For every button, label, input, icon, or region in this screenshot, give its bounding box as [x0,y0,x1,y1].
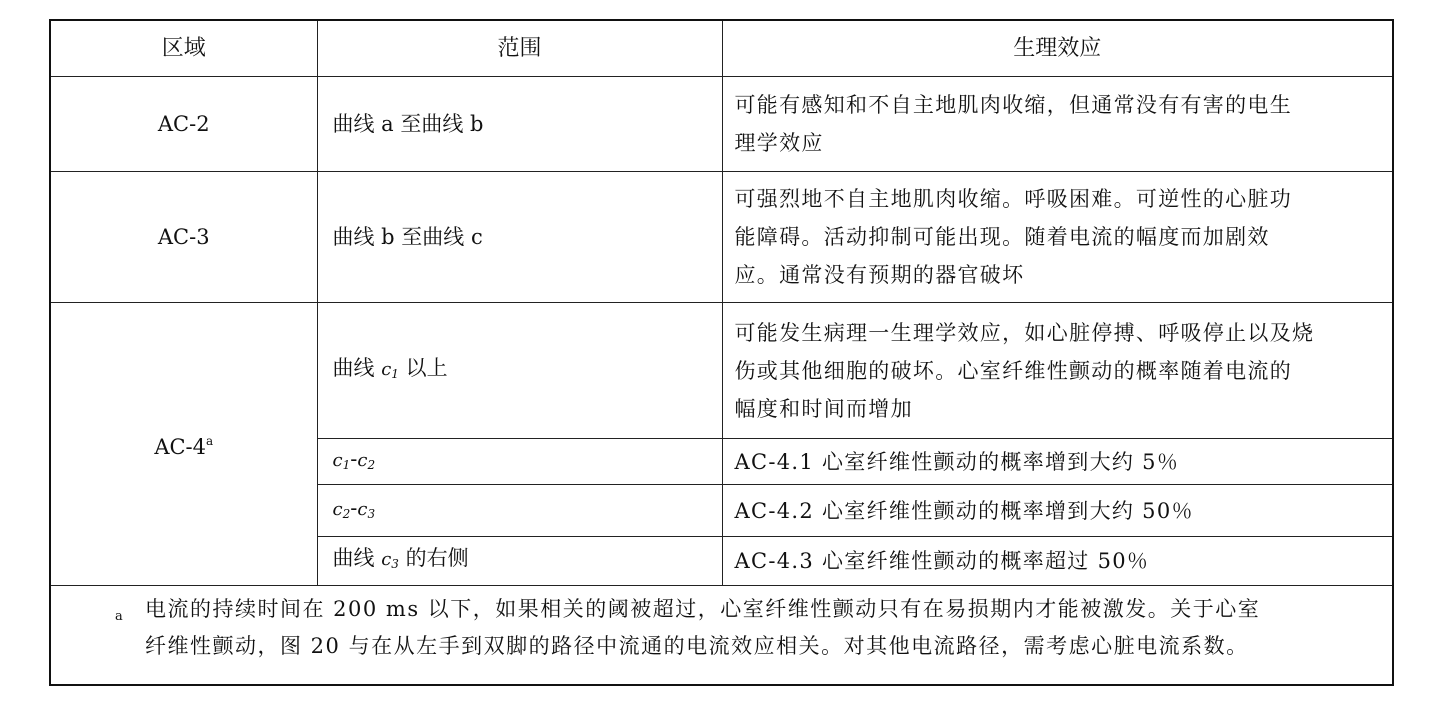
footnote-mark: a [115,609,125,624]
range-subscript: 2 [342,506,351,521]
zone-cell-ac4 [51,303,317,586]
range-subscript: 1 [391,366,399,381]
effect-cell [722,303,1392,439]
effect-line: 理学效应 [734,131,824,155]
range-prefix: 曲线 [332,546,382,570]
table-row [51,77,1392,172]
range-suffix: 的右侧 [398,546,469,570]
zone-label: AC-4 [154,435,207,459]
zone-cell: AC-2 [51,77,317,172]
range-cell [317,303,722,439]
footnote-cell [51,586,1392,672]
range-variable: c [381,358,392,380]
range-subscript: 1 [342,457,351,472]
header-range: 范围 [317,21,722,77]
effect-cell [722,77,1392,172]
effect-line: 伤或其他细胞的破坏。心室纤维性颤动的概率随着电流的 [734,358,1292,383]
footnote-line: 纤维性颤动，图 20 与在从左手到双脚的路径中流通的电流效应相关。对其他电流路径，需考虑心脏电流系数。 [145,634,1249,658]
range-prefix: 曲线 [332,355,382,380]
footnote-row [51,586,1392,672]
range-subscript: 3 [367,506,376,521]
range-cell [317,537,722,586]
effect-cell: AC-4.3 心室纤维性颤动的概率超过 50％ [722,537,1392,586]
range-suffix: 以上 [398,355,448,380]
range-variable: c [332,449,343,471]
effect-cell: AC-4.2 心室纤维性颤动的概率增到大约 50％ [722,485,1392,537]
range-subscript: 3 [391,557,399,571]
range-variable: c [357,498,368,520]
effect-line: 幅度和时间而增加 [734,396,913,421]
effect-line: 能障碍。活动抑制可能出现。随着电流的幅度而加剧效 [734,225,1270,249]
table-row [51,303,1392,439]
range-variable: c [357,449,368,471]
header-zone: 区域 [51,21,317,77]
document-table-frame [49,19,1394,686]
range-cell [317,485,722,537]
table-header-row [51,21,1392,77]
range-subscript: 2 [367,457,376,472]
table-row [51,172,1392,303]
effect-cell: AC-4.1 心室纤维性颤动的概率增到大约 5％ [722,439,1392,485]
range-cell [317,439,722,485]
zone-cell: AC-3 [51,172,317,303]
range-dash: - [350,495,358,520]
range-cell: 曲线 b 至曲线 c [317,172,722,303]
header-effect: 生理效应 [722,21,1392,77]
effect-cell [722,172,1392,303]
range-variable: c [332,498,343,520]
footnote-reference: a [206,434,214,448]
range-dash: - [350,446,358,471]
effect-line: 可能发生病理一生理学效应，如心脏停搏、呼吸停止以及烧 [734,320,1315,345]
range-variable: c [381,549,392,570]
footnote-line: 电流的持续时间在 200 ms 以下，如果相关的阈被超过，心室纤维性颤动只有在易损期内才能被激发。关于心室 [145,597,1261,621]
range-cell: 曲线 a 至曲线 b [317,77,722,172]
effect-line: 可能有感知和不自主地肌肉收缩，但通常没有有害的电生 [734,93,1292,117]
physiological-effects-table [51,21,1392,671]
effect-line: 可强烈地不自主地肌肉收缩。呼吸困难。可逆性的心脏功 [734,187,1292,211]
effect-line: 应。通常没有预期的器官破坏 [734,263,1025,287]
